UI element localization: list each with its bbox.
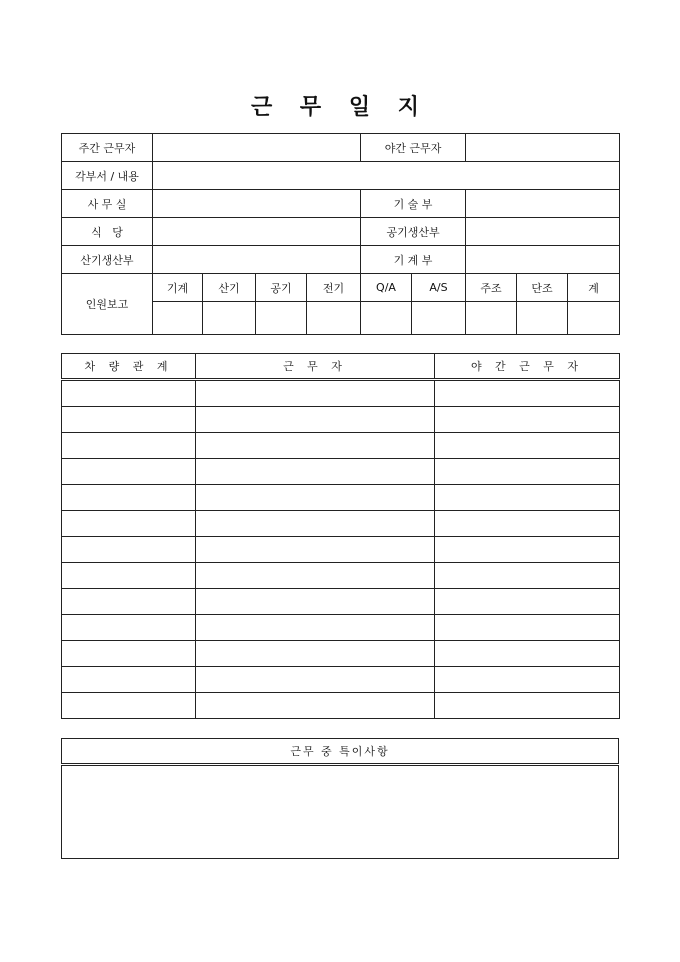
tech-field[interactable]: [466, 190, 620, 218]
staff-count-cell[interactable]: [307, 302, 361, 335]
staff-col-header: 기계: [153, 274, 203, 302]
night-worker-label: 야간 근무자: [361, 134, 466, 162]
vehicle-cell[interactable]: [62, 433, 196, 459]
page-title: 근 무 일 지: [251, 95, 429, 120]
staff-col-header: 공기: [256, 274, 307, 302]
table-row: [62, 485, 620, 511]
table-row: [62, 615, 620, 641]
machine-label: 기 계 부: [361, 246, 466, 274]
vehicle-cell[interactable]: [62, 641, 196, 667]
air-gas-label: 공기생산부: [361, 218, 466, 246]
night-worker-cell[interactable]: [435, 667, 620, 693]
vehicle-cell[interactable]: [62, 667, 196, 693]
notes-table: [61, 738, 619, 859]
table-row: [62, 563, 620, 589]
vehicle-cell[interactable]: [62, 563, 196, 589]
worker-cell[interactable]: [196, 433, 435, 459]
vehicle-cell[interactable]: [62, 615, 196, 641]
staff-col-header: Q/A: [361, 274, 412, 302]
vehicle-cell[interactable]: [62, 511, 196, 537]
worker-cell[interactable]: [196, 407, 435, 433]
vehicle-cell[interactable]: [62, 485, 196, 511]
night-worker-cell[interactable]: [435, 459, 620, 485]
night-worker-field[interactable]: [466, 134, 620, 162]
air-gas-field[interactable]: [466, 218, 620, 246]
table-row: [62, 693, 620, 719]
worker-cell[interactable]: [196, 667, 435, 693]
worker-cell[interactable]: [196, 485, 435, 511]
night-worker-cell[interactable]: [435, 641, 620, 667]
staff-count-cell[interactable]: [256, 302, 307, 335]
staff-count-cell[interactable]: [412, 302, 466, 335]
staff-col-header: 산기: [203, 274, 256, 302]
night-worker-cell[interactable]: [435, 485, 620, 511]
night-worker-cell[interactable]: [435, 615, 620, 641]
notes-field[interactable]: [62, 765, 619, 859]
table-row: [62, 589, 620, 615]
staff-col-header: 전기: [307, 274, 361, 302]
table-row: [62, 433, 620, 459]
worker-header: 근 무 자: [196, 354, 435, 380]
staff-count-cell[interactable]: [153, 302, 203, 335]
staff-count-cell[interactable]: [568, 302, 620, 335]
staff-count-cell[interactable]: [466, 302, 517, 335]
table-row: [62, 380, 620, 407]
notes-header: 근무 중 특이사항: [62, 739, 619, 765]
worker-cell[interactable]: [196, 641, 435, 667]
machine-field[interactable]: [466, 246, 620, 274]
vehicle-cell[interactable]: [62, 589, 196, 615]
night-worker-cell[interactable]: [435, 407, 620, 433]
worker-cell[interactable]: [196, 589, 435, 615]
staff-col-header: 계: [568, 274, 620, 302]
staff-report-label: 인원보고: [62, 274, 153, 335]
oxygen-label: 산기생산부: [62, 246, 153, 274]
vehicle-header: 차 량 관 계: [62, 354, 196, 380]
table-row: [62, 641, 620, 667]
night-worker-header: 야 간 근 무 자: [435, 354, 620, 380]
cafeteria-label: 식 당: [62, 218, 153, 246]
staff-count-cell[interactable]: [203, 302, 256, 335]
night-worker-cell[interactable]: [435, 511, 620, 537]
night-worker-cell[interactable]: [435, 589, 620, 615]
staff-col-header: A/S: [412, 274, 466, 302]
night-worker-cell[interactable]: [435, 380, 620, 407]
vehicle-cell[interactable]: [62, 380, 196, 407]
vehicle-cell[interactable]: [62, 693, 196, 719]
vehicle-cell[interactable]: [62, 537, 196, 563]
staff-count-cell[interactable]: [361, 302, 412, 335]
worker-cell[interactable]: [196, 380, 435, 407]
dept-content-label: 각부서 / 내용: [62, 162, 153, 190]
worker-cell[interactable]: [196, 459, 435, 485]
worker-cell[interactable]: [196, 537, 435, 563]
table-row: [62, 537, 620, 563]
night-worker-cell[interactable]: [435, 693, 620, 719]
info-table: [61, 133, 620, 335]
day-worker-field[interactable]: [153, 134, 361, 162]
staff-col-header: 단조: [517, 274, 568, 302]
staff-col-header: 주조: [466, 274, 517, 302]
table-row: [62, 667, 620, 693]
staff-count-cell[interactable]: [517, 302, 568, 335]
night-worker-cell[interactable]: [435, 537, 620, 563]
vehicle-cell[interactable]: [62, 407, 196, 433]
table-row: [62, 407, 620, 433]
office-label: 사 무 실: [62, 190, 153, 218]
dept-content-field[interactable]: [153, 162, 620, 190]
worker-cell[interactable]: [196, 511, 435, 537]
oxygen-field[interactable]: [153, 246, 361, 274]
vehicle-table: [61, 353, 620, 719]
vehicle-cell[interactable]: [62, 459, 196, 485]
worker-cell[interactable]: [196, 615, 435, 641]
table-row: [62, 511, 620, 537]
day-worker-label: 주간 근무자: [62, 134, 153, 162]
table-row: [62, 459, 620, 485]
worker-cell[interactable]: [196, 693, 435, 719]
worker-cell[interactable]: [196, 563, 435, 589]
tech-label: 기 술 부: [361, 190, 466, 218]
night-worker-cell[interactable]: [435, 433, 620, 459]
night-worker-cell[interactable]: [435, 563, 620, 589]
office-field[interactable]: [153, 190, 361, 218]
cafeteria-field[interactable]: [153, 218, 361, 246]
